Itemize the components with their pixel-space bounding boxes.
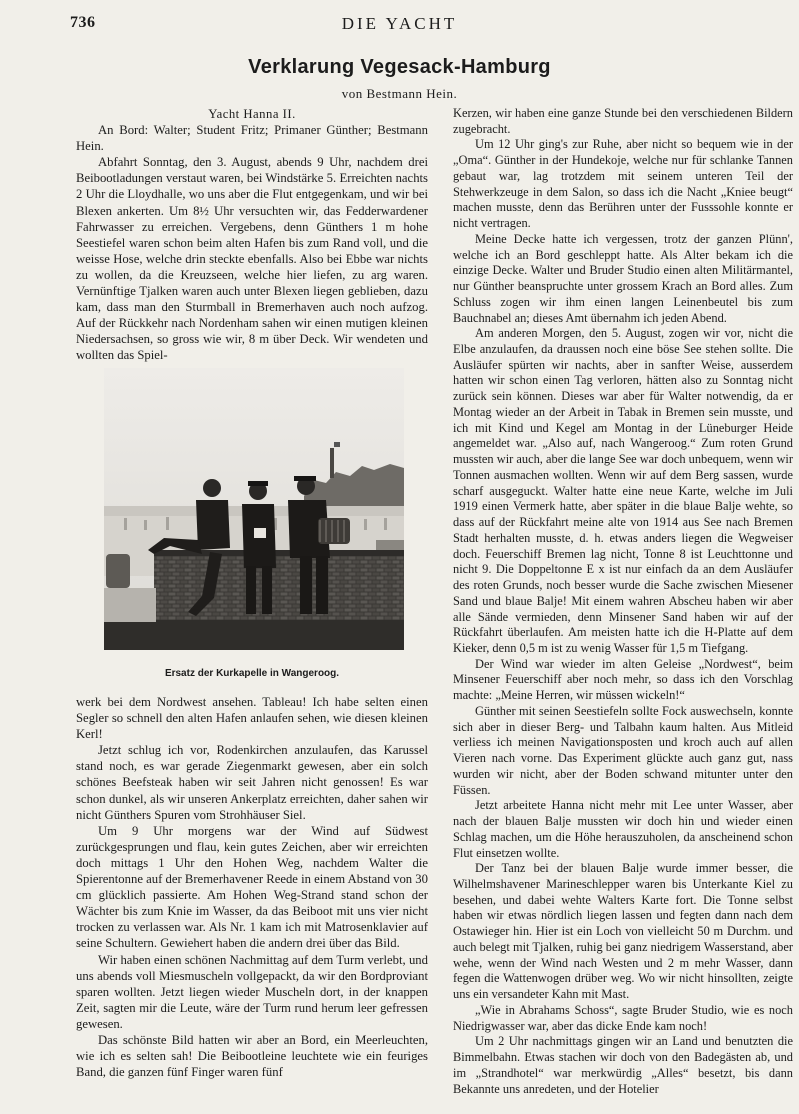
paragraph: werk bei dem Nordwest ansehen. Tableau! Ich habe selten einen Segler so schnell den alten Hafen anlaufen sehen, wie diesen kleinen Kerl! (76, 695, 428, 742)
paragraph: Um 9 Uhr morgens war der Wind auf Südwest zurückgesprungen und flau, kein gutes Zeichen, aber wir erreichten doch mittags 1 Uhr den Hohen Weg, nachdem Walter die Spierentonne auf der Bremerhavener Reede in einem Abstand von 30 cm glücklich passierte. Am Hohen Weg-Strand stand schon der Wächter bis zum Knie im Wasser, da das Beiboot mit uns vier nicht trocken zu verlassen war. Als Nr. 1 kam ich mit Matrosenklavier auf seine Schultern. Gewiehert haben die andern drei über das Bild. (76, 823, 428, 951)
article-photo (104, 368, 404, 650)
running-head: DIE YACHT (341, 14, 458, 33)
left-column-top (76, 106, 428, 364)
right-column (453, 106, 793, 1097)
left-column-bottom (76, 694, 428, 1080)
article-title: Verklarung Vegesack-Hamburg (248, 56, 551, 78)
photo-caption: Ersatz der Kurkapelle in Wangeroog. (164, 668, 340, 679)
paragraph: Meine Decke hatte ich vergessen, trotz der ganzen Plünn', welche ich an Bord geschleppt hatte. Als Alter bekam ich die einzige Decke. Walter und Bruder Studio einen alten Militärmantel, nur Günther beanspruchte unter grossem Krach an Bord alles. Zum Schluss zogen wir ihm einen langen Leinenbeutel bis zum Bauchnabel an; dieses Amt übernahm ich jeden Abend. (453, 231, 793, 325)
paragraph: Um 2 Uhr nachmittags gingen wir an Land und benutzten die Bimmelbahn. Etwas stachen wir doch von den Badegästen ab, und im „Strandhotel“ war merkwürdig „Alles“ besetzt, bis dann Bekannte uns anredeten, und der Hotelier (453, 1034, 793, 1096)
paragraph: Jetzt arbeitete Hanna nicht mehr mit Lee unter Wasser, aber nach der blauen Balje mussten wir doch hin und wieder einen Schlag machen, um die Höhe herauszuholen, da anscheinend schon Flut einsetzen wollte. (453, 798, 793, 860)
paragraph: Der Tanz bei der blauen Balje wurde immer besser, die Wilhelmshavener Marineschlepper waren bis Unterkante Kiel zu besehen, und dabei wehte Walters Karte fort. Die Tonne selbst haben wir etwas nördlich liegen lassen und fegten dann nach dem Ostawieger hin. Hier ist ein Loch von vielleicht 50 m Durchm. und auch belegt mit Tjalken, ruhig bei ganz niedrigem Wasserstand, aber wehe, wenn der Wind nach Westen und 2 m mehr Wasser, dann fegen die Wattenwogen drüber weg. Wo wir nicht hinsollten, zeigte uns ein versandeter Kahn mit Mast. (453, 861, 793, 1002)
paragraph: Der Wind war wieder im alten Geleise „Nordwest“, beim Minsener Feuerschiff aber noch mehr, so dass ich den Vorschlag machte: „Meine Herren, wir müssen wickeln!“ (453, 656, 793, 703)
yacht-name-subhead: Yacht Hanna II. (208, 107, 296, 121)
paragraph: Günther mit seinen Seestiefeln sollte Fock auswechseln, konnte sich aber in dieser Berg- und Talbahn kaum halten. Aus Mitleid verliess ich meinen Navigationsposten und kroch auch auf allen Vieren nach vorne. Das Experiment glückte auch ganz gut, nass wurden wir nicht, aber der Boden schwand mitunter unter den Füssen. (453, 703, 793, 797)
paragraph: Am anderen Morgen, den 5. August, zogen wir vor, nicht die Elbe anzulaufen, da draussen noch eine böse See stehen sollte. Die Ausläufer spürten wir nachts, aber in sanfter Weise, ausserdem hatten wir schon einen Tag verloren, hätten also zu Sonntag nicht zurück sein können. Dieses war aber für Walter notwendig, da er Montag wieder an der Arbeit in Tabak in Bremen sein musste, und ich mit Kind und Kegel am Montag in der Lüneburger Heide angemeldet war. „Also auf, nach Wangeroog.“ Zum roten Grund mussten wir auch, aber die lange See war doch unbequem, wenn wir Tonnen ausmachen wollten. Wenn wir auf dem Berg sassen, wurde scharf ausgeguckt. Walter hatte eine neue Karte, welche im Juli 1919 einen Vermerk hatte, aber später in die blaue Balje wehte, so dass auf der Rückfahrt meine alte von 1914 aus See nach Bremen Stadt herhalten musste, d. h. etwas anders liegen die Wegweiser doch. Feuerschiff Bremen lag nicht, Tonne 8 ist Leuchttonne und nicht 9. Die Doppeltonne E x ist nur einfach da an dem Ausläufer des roten Grunds, noch besser wurde die Sache zwischen Miesener Sand und blaue Balje! Mit einem wahren Abscheu haben wir aber alle Sände vermieden, denn Minsener Sand haben wir auf der Rückfahrt überlaufen. Am meisten hatte ich die H-Platte auf dem Kieker, denn 0,5 m ist zu wenig Wasser für 1,5 m Tiefgang. (453, 326, 793, 655)
paragraph: Abfahrt Sonntag, den 3. August, abends 9 Uhr, nachdem drei Beibootladungen verstaut waren, bei Windstärke 5. Erreichten nachts 2 Uhr die Lloydhalle, wo uns aber die Flut entgegenkam, und wir bei Blexen ankerten. Um 8½ Uhr versuchten wir, das Fedderwardener Fahrwasser zu erreichen. Vergebens, denn Günthers 1 m hohe Seestiefel waren schon beim alten Hafen bis zum Rand voll, und die weisse Hose, welche drin steckte ebenfalls. Also bei Ebbe war nichts zu wollen, da die Kreuzseen, welche hier liefen, zu arg waren. Vernünftige Tjalken waren auch unter Blexen liegen geblieben, dazu kam, dass man den Sturmball in Bremerhaven auch noch aufzog. Auf der Rückkehr nach Nordenham sahen wir einen mutigen kleinen Niedersachsen, so gross wie wir, 8 m über Deck. Wir wendeten und wollten das Spiel- (76, 155, 428, 363)
article-byline: von Bestmann Hein. (341, 86, 458, 101)
paragraph: „Wie in Abrahams Schoss“, sagte Bruder Studio, wie es noch Niedrigwasser war, aber das dicke Ende kam noch! (453, 1002, 793, 1033)
paragraph: Jetzt schlug ich vor, Rodenkirchen anzulaufen, das Karussel stand noch, es war gerade Ziegenmarkt gewesen, aber ein solch schönes Beefsteak haben wir seit Jahren nicht genossen! Es war schon dunkel, als wir unseren Ankerplatz erreichten, daher sahen wir nicht Günthers Spuren vom Strohhäuser Siel. (76, 743, 428, 822)
paragraph: Das schönste Bild hatten wir aber an Bord, ein Meerleuchten, wie ich es selten sah! Die Beibootleine leuchtete wie ein feuriges Band, die ganzen fünf Finger waren fünf (76, 1032, 428, 1080)
paragraph: An Bord: Walter; Student Fritz; Primaner Günther; Bestmann Hein. (76, 123, 428, 154)
paragraph: Wir haben einen schönen Nachmittag auf dem Turm verlebt, und uns abends voll Miesmuscheln vollgepackt, da wir den Bordproviant sparen wollten. Jetzt liegen wieder Muscheln dort, in der knappen Zeit, sagten mir die Leute, wäre der Turm rund herum leer gefressen gewesen. (76, 952, 428, 1031)
paragraph: Um 12 Uhr ging's zur Ruhe, aber nicht so bequem wie in der „Oma“. Günther in der Hundekoje, welche nur für schlanke Tannen gebaut war, lag trotzdem mit seinem unteren Teil der Stehwerkzeuge in dem Salon, so dass ich die Nacht „Kniee beugt“ machen musste, denn das Berühren unter der Fusssohle konnte er nicht vertragen. (453, 137, 793, 231)
paragraph: Kerzen, wir haben eine ganze Stunde bei den verschiedenen Bildern zugebracht. (453, 106, 793, 136)
page-number: 736 (70, 14, 96, 31)
photo-image (104, 368, 404, 650)
